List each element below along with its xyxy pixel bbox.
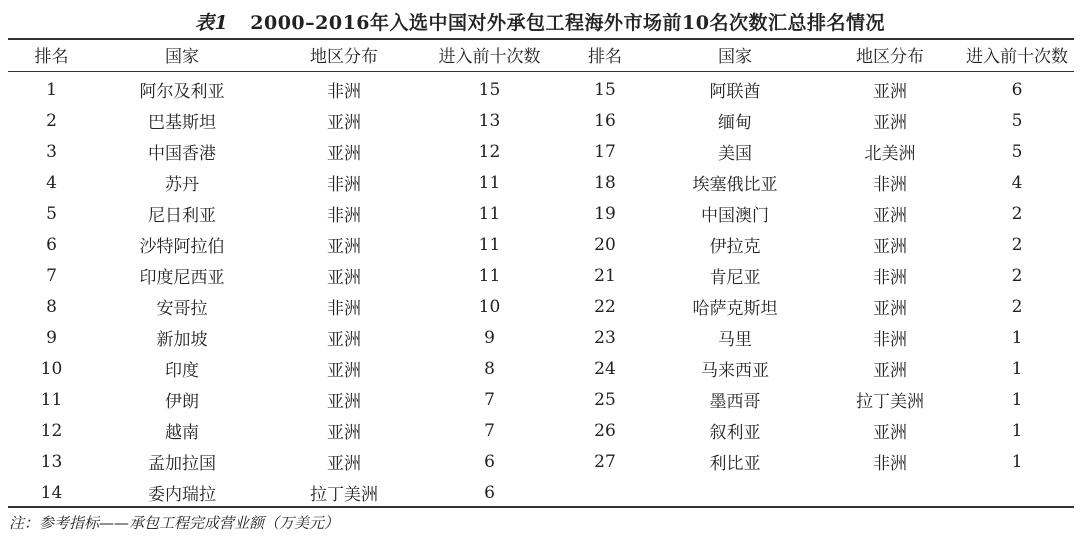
cell-region: 亚洲 (873, 423, 907, 443)
cell-region: 非洲 (873, 175, 907, 195)
header-rank-2: 排名 (588, 47, 622, 67)
cell-region: 亚洲 (327, 392, 361, 412)
cell-count: 5 (1011, 141, 1023, 162)
cell-country: 巴基斯坦 (148, 113, 216, 133)
cell-country: 阿联酋 (709, 82, 761, 102)
cell-country: 肯尼亚 (709, 268, 761, 288)
cell-rank: 1 (46, 79, 57, 100)
table-row (8, 353, 1074, 384)
cell-country: 叙利亚 (709, 423, 761, 443)
cell-country: 缅甸 (718, 113, 752, 133)
cell-count: 12 (478, 141, 501, 162)
cell-count: 1 (1011, 389, 1023, 410)
header-count-2: 进入前十次数 (966, 47, 1068, 67)
table-row (8, 136, 1074, 167)
cell-rank: 10 (40, 358, 63, 379)
cell-rank: 23 (594, 327, 616, 348)
cell-count: 6 (484, 482, 495, 503)
cell-country: 埃塞俄比亚 (692, 175, 778, 195)
cell-rank: 15 (594, 79, 616, 100)
table-row (8, 229, 1074, 260)
ranking-table (8, 38, 1074, 508)
cell-count: 13 (478, 110, 501, 131)
cell-rank: 27 (594, 451, 616, 472)
cell-country: 委内瑞拉 (148, 485, 216, 505)
table-row (8, 446, 1074, 477)
cell-region: 亚洲 (873, 82, 907, 102)
cell-region: 亚洲 (327, 237, 361, 257)
table-title (0, 8, 1080, 35)
cell-region: 亚洲 (327, 144, 361, 164)
cell-region: 亚洲 (327, 113, 361, 133)
header-rank: 排名 (34, 47, 69, 67)
cell-count: 1 (1011, 327, 1023, 348)
cell-rank: 16 (594, 110, 616, 131)
cell-rank: 8 (46, 296, 57, 317)
cell-country: 苏丹 (165, 175, 199, 195)
cell-region: 非洲 (327, 206, 361, 226)
cell-country: 马里 (718, 330, 752, 350)
table-row (8, 477, 1074, 508)
header-row (8, 38, 1074, 71)
cell-region: 亚洲 (327, 268, 361, 288)
table-number: 表1 (195, 12, 229, 34)
cell-rank: 6 (46, 234, 57, 255)
table-row (8, 384, 1074, 415)
cell-country: 印度尼西亚 (139, 268, 225, 288)
cell-count: 5 (1011, 110, 1023, 131)
table-caption: 2000–2016年入选中国对外承包工程海外市场前10名次数汇总排名情况 (250, 12, 885, 34)
header-count: 进入前十次数 (438, 47, 541, 67)
cell-count: 1 (1011, 451, 1023, 472)
cell-count: 10 (478, 296, 501, 317)
cell-country: 印度 (165, 361, 199, 381)
cell-rank: 14 (40, 482, 63, 503)
cell-rank: 12 (40, 420, 63, 441)
cell-count: 15 (478, 79, 501, 100)
table-body (8, 71, 1074, 508)
cell-count: 2 (1011, 265, 1023, 286)
cell-count: 11 (478, 172, 501, 193)
cell-rank: 2 (46, 110, 57, 131)
cell-region: 亚洲 (873, 361, 907, 381)
cell-country: 中国香港 (148, 144, 216, 164)
cell-country: 利比亚 (709, 454, 761, 474)
cell-rank: 26 (594, 420, 616, 441)
cell-country: 墨西哥 (709, 392, 761, 412)
table-row (8, 260, 1074, 291)
cell-rank: 3 (46, 141, 57, 162)
cell-region: 北美洲 (864, 144, 916, 164)
header-country-2: 国家 (718, 47, 752, 67)
table-row (8, 167, 1074, 198)
cell-region: 非洲 (327, 82, 361, 102)
cell-rank: 11 (40, 389, 63, 410)
cell-region: 非洲 (873, 330, 907, 350)
cell-country: 阿尔及利亚 (139, 82, 225, 102)
table-row (8, 198, 1074, 229)
cell-region: 亚洲 (873, 113, 907, 133)
cell-rank: 22 (594, 296, 616, 317)
cell-country (650, 477, 820, 508)
header-region: 地区分布 (310, 47, 378, 67)
table-row (8, 415, 1074, 446)
cell-region: 亚洲 (327, 330, 361, 350)
cell-country: 中国澳门 (701, 206, 769, 226)
cell-count: 9 (484, 327, 495, 348)
cell-rank: 20 (594, 234, 616, 255)
cell-count: 4 (1011, 172, 1023, 193)
cell-count: 11 (478, 203, 501, 224)
cell-country: 马来西亚 (701, 361, 769, 381)
cell-rank: 5 (46, 203, 57, 224)
cell-count: 8 (484, 358, 495, 379)
table-note: 注：参考指标——承包工程完成营业额（万美元） (9, 514, 340, 532)
cell-country: 美国 (718, 144, 752, 164)
cell-region: 亚洲 (873, 206, 907, 226)
cell-rank: 7 (46, 265, 57, 286)
cell-count: 7 (484, 389, 495, 410)
cell-count: 11 (478, 234, 501, 255)
cell-country: 哈萨克斯坦 (692, 299, 778, 319)
table-row (8, 322, 1074, 353)
cell-region: 亚洲 (873, 299, 907, 319)
cell-country: 越南 (165, 423, 199, 443)
cell-rank: 19 (594, 203, 616, 224)
table-row (8, 105, 1074, 136)
cell-region: 非洲 (873, 454, 907, 474)
cell-country: 沙特阿拉伯 (139, 237, 225, 257)
cell-count: 6 (1011, 79, 1023, 100)
table-row (8, 291, 1074, 322)
cell-rank: 18 (594, 172, 616, 193)
cell-count: 2 (1011, 203, 1023, 224)
cell-country: 尼日利亚 (148, 206, 216, 226)
cell-region: 非洲 (327, 175, 361, 195)
header-country: 国家 (165, 47, 199, 67)
cell-region: 拉丁美洲 (856, 392, 924, 412)
cell-count: 1 (1011, 358, 1023, 379)
cell-region: 亚洲 (327, 454, 361, 474)
cell-country: 孟加拉国 (148, 454, 216, 474)
cell-rank: 13 (40, 451, 63, 472)
cell-count: 2 (1011, 296, 1023, 317)
cell-rank: 24 (594, 358, 616, 379)
cell-count (960, 477, 1074, 508)
cell-region: 非洲 (327, 299, 361, 319)
cell-country: 伊拉克 (709, 237, 761, 257)
cell-count: 7 (484, 420, 495, 441)
cell-region: 亚洲 (873, 237, 907, 257)
cell-region: 拉丁美洲 (310, 485, 378, 505)
table-row (8, 71, 1074, 105)
cell-country: 新加坡 (156, 330, 208, 350)
cell-count: 6 (484, 451, 495, 472)
cell-count: 1 (1011, 420, 1023, 441)
cell-country: 安哥拉 (156, 299, 208, 319)
cell-region: 非洲 (873, 268, 907, 288)
cell-rank: 9 (46, 327, 57, 348)
cell-rank: 25 (594, 389, 616, 410)
cell-rank: 21 (594, 265, 616, 286)
cell-country: 伊朗 (165, 392, 199, 412)
cell-region: 亚洲 (327, 423, 361, 443)
cell-region: 亚洲 (327, 361, 361, 381)
cell-count: 11 (478, 265, 501, 286)
cell-rank: 4 (46, 172, 57, 193)
header-region-2: 地区分布 (856, 47, 924, 67)
cell-region (820, 477, 960, 508)
cell-rank: 17 (594, 141, 616, 162)
cell-rank (560, 477, 650, 508)
cell-count: 2 (1011, 234, 1023, 255)
